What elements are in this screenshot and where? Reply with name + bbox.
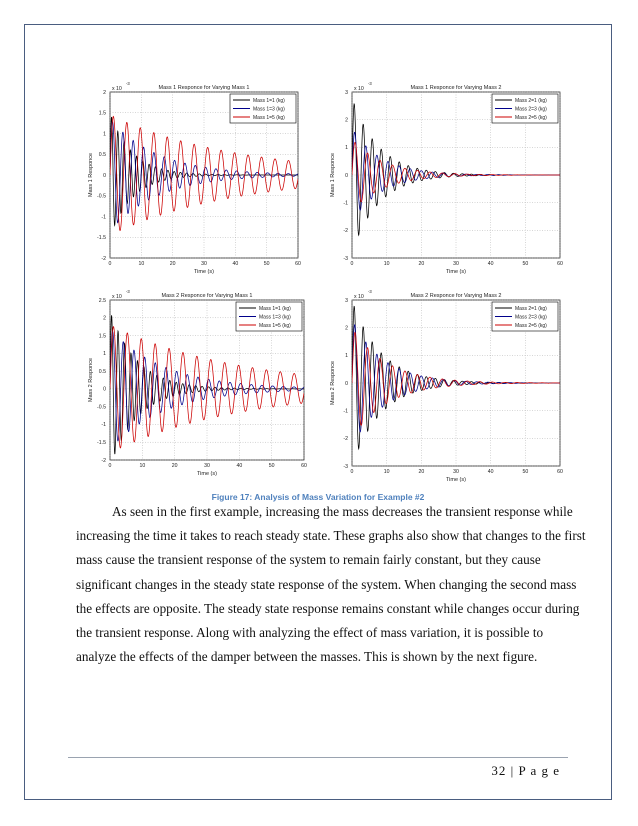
- x-tick-label: 20: [418, 469, 425, 475]
- paragraph-line: the effects are opposite. The steady state response remains constant while changes occur during: [76, 600, 580, 616]
- y-tick-label: 1: [345, 145, 348, 152]
- multiplier-exponent: -3: [126, 81, 130, 86]
- legend-label: Mass 1=1 (kg): [259, 305, 291, 312]
- legend-label: Mass 2=3 (kg): [515, 314, 547, 321]
- y-tick-label: -1: [101, 214, 106, 221]
- y-tick-label: -0.5: [97, 193, 106, 200]
- y-tick-label: -1.5: [97, 440, 106, 447]
- paragraph-line: As seen in the first example, increasing the mass decreases the transient response while: [112, 504, 573, 519]
- y-tick-label: -1: [101, 422, 106, 429]
- legend-label: Mass 2=3 (kg): [515, 106, 547, 113]
- multiplier-label: x 10: [354, 294, 364, 300]
- multiplier-label: x 10: [112, 294, 122, 300]
- x-tick-label: 50: [522, 261, 529, 267]
- y-tick-label: -2: [101, 457, 106, 464]
- x-tick-label: 40: [487, 469, 494, 475]
- y-tick-label: 3: [345, 297, 348, 304]
- x-tick-label: 10: [383, 469, 390, 475]
- y-tick-label: 1: [345, 353, 348, 360]
- x-tick-label: 30: [453, 261, 459, 267]
- x-tick-label: 0: [350, 469, 354, 475]
- y-tick-label: 2: [345, 117, 348, 124]
- x-tick-label: 10: [383, 261, 390, 267]
- x-tick-label: 0: [350, 261, 354, 267]
- y-tick-label: 2: [103, 89, 106, 96]
- paragraph-line: the transient response. Along with analyzing the effect of mass variation, it is possible to: [76, 625, 544, 641]
- paragraph-line: mass cause the transient response of the system to remain fairly constant, but they cause: [76, 552, 541, 568]
- paragraph-line: significant changes in the steady state response of the system. When changing the second mass: [76, 576, 577, 592]
- legend: [236, 302, 302, 331]
- y-tick-label: 0: [345, 380, 348, 387]
- chart-mass2-vary-mass1: [80, 288, 314, 488]
- legend-label: Mass 1=5 (kg): [259, 322, 291, 329]
- multiplier-label: x 10: [112, 86, 122, 92]
- chart-mass1-vary-mass1: [80, 80, 314, 280]
- y-axis-label: Mass 1 Responce: [330, 152, 336, 198]
- x-tick-label: 20: [418, 261, 425, 267]
- x-axis-label: Time (s): [446, 477, 466, 483]
- x-tick-label: 10: [139, 463, 146, 469]
- x-tick-label: 30: [201, 261, 207, 267]
- x-axis-label: Time (s): [194, 269, 214, 275]
- page-number: 32 | P a g e: [491, 763, 560, 778]
- legend: [492, 94, 558, 123]
- y-tick-label: -1: [343, 200, 348, 207]
- x-tick-label: 30: [453, 469, 459, 475]
- chart-mass1-vary-mass2: [326, 80, 566, 280]
- legend-label: Mass 2=5 (kg): [515, 322, 547, 329]
- multiplier-exponent: -3: [126, 289, 130, 294]
- y-axis-label: Mass 2 Responce: [330, 360, 336, 406]
- y-tick-label: 2: [345, 325, 348, 332]
- multiplier-exponent: -3: [368, 81, 372, 86]
- y-tick-label: 0: [103, 386, 106, 393]
- x-tick-label: 0: [108, 463, 112, 469]
- y-tick-label: -0.5: [97, 404, 106, 411]
- legend-label: Mass 1=5 (kg): [253, 114, 285, 121]
- y-tick-label: -2: [343, 228, 348, 235]
- x-tick-label: 60: [301, 463, 307, 469]
- legend-label: Mass 2=1 (kg): [515, 97, 547, 104]
- x-tick-label: 40: [236, 463, 243, 469]
- x-tick-label: 0: [108, 261, 112, 267]
- y-tick-label: 0: [345, 172, 348, 179]
- x-axis-label: Time (s): [197, 471, 217, 477]
- x-tick-label: 60: [557, 469, 563, 475]
- legend-label: Mass 1=3 (kg): [259, 314, 291, 321]
- x-tick-label: 50: [522, 469, 529, 475]
- y-tick-label: 2.5: [98, 297, 106, 304]
- x-tick-label: 50: [263, 261, 270, 267]
- chart-title: Mass 2 Responce for Varying Mass 1: [161, 293, 253, 299]
- y-tick-label: -1: [343, 408, 348, 415]
- paragraph-line: increasing the time it takes to reach steady state. These graphs also show that changes to the first: [76, 528, 586, 544]
- y-axis-label: Mass 2 Responce: [88, 357, 94, 403]
- legend-label: Mass 2=1 (kg): [515, 305, 547, 312]
- legend-label: Mass 2=5 (kg): [515, 114, 547, 121]
- x-tick-label: 20: [171, 463, 178, 469]
- chart-title: Mass 2 Responce for Varying Mass 2: [410, 293, 502, 299]
- y-tick-label: 1.5: [98, 333, 106, 340]
- legend: [492, 302, 558, 331]
- body-paragraph: [76, 500, 586, 669]
- y-tick-label: 1: [103, 351, 106, 358]
- y-tick-label: 2: [103, 315, 106, 322]
- y-tick-label: 0.5: [98, 152, 106, 159]
- x-tick-label: 50: [268, 463, 275, 469]
- y-tick-label: -3: [343, 255, 348, 262]
- y-tick-label: 1: [103, 131, 106, 138]
- x-axis-label: Time (s): [446, 269, 466, 275]
- y-tick-label: -1.5: [97, 235, 106, 242]
- y-axis-label: Mass 1 Responce: [88, 152, 94, 198]
- multiplier-label: x 10: [354, 86, 364, 92]
- y-tick-label: 0.5: [98, 368, 106, 375]
- multiplier-exponent: -3: [368, 289, 372, 294]
- footer-rule: [68, 757, 568, 758]
- x-tick-label: 60: [557, 261, 563, 267]
- x-tick-label: 20: [169, 261, 176, 267]
- legend-label: Mass 1=3 (kg): [253, 106, 285, 113]
- y-tick-label: -2: [343, 436, 348, 443]
- figure-caption: Figure 17: Analysis of Mass Variation for Example #2: [211, 492, 425, 502]
- x-tick-label: 40: [487, 261, 494, 267]
- y-tick-label: 0: [103, 172, 106, 179]
- y-tick-label: 1.5: [98, 110, 106, 117]
- legend: [230, 94, 296, 123]
- chart-title: Mass 1 Responce for Varying Mass 2: [410, 85, 502, 91]
- y-tick-label: 3: [345, 89, 348, 96]
- paragraph-line: analyze the effects of the damper between the masses. This is shown by the next figure.: [76, 649, 538, 665]
- x-tick-label: 30: [204, 463, 210, 469]
- y-tick-label: -2: [101, 255, 106, 262]
- x-tick-label: 60: [295, 261, 301, 267]
- chart-mass2-vary-mass2: [326, 288, 566, 488]
- y-tick-label: -3: [343, 463, 348, 470]
- chart-title: Mass 1 Responce for Varying Mass 1: [158, 85, 250, 91]
- legend-label: Mass 1=1 (kg): [253, 97, 285, 104]
- x-tick-label: 10: [138, 261, 145, 267]
- x-tick-label: 40: [232, 261, 239, 267]
